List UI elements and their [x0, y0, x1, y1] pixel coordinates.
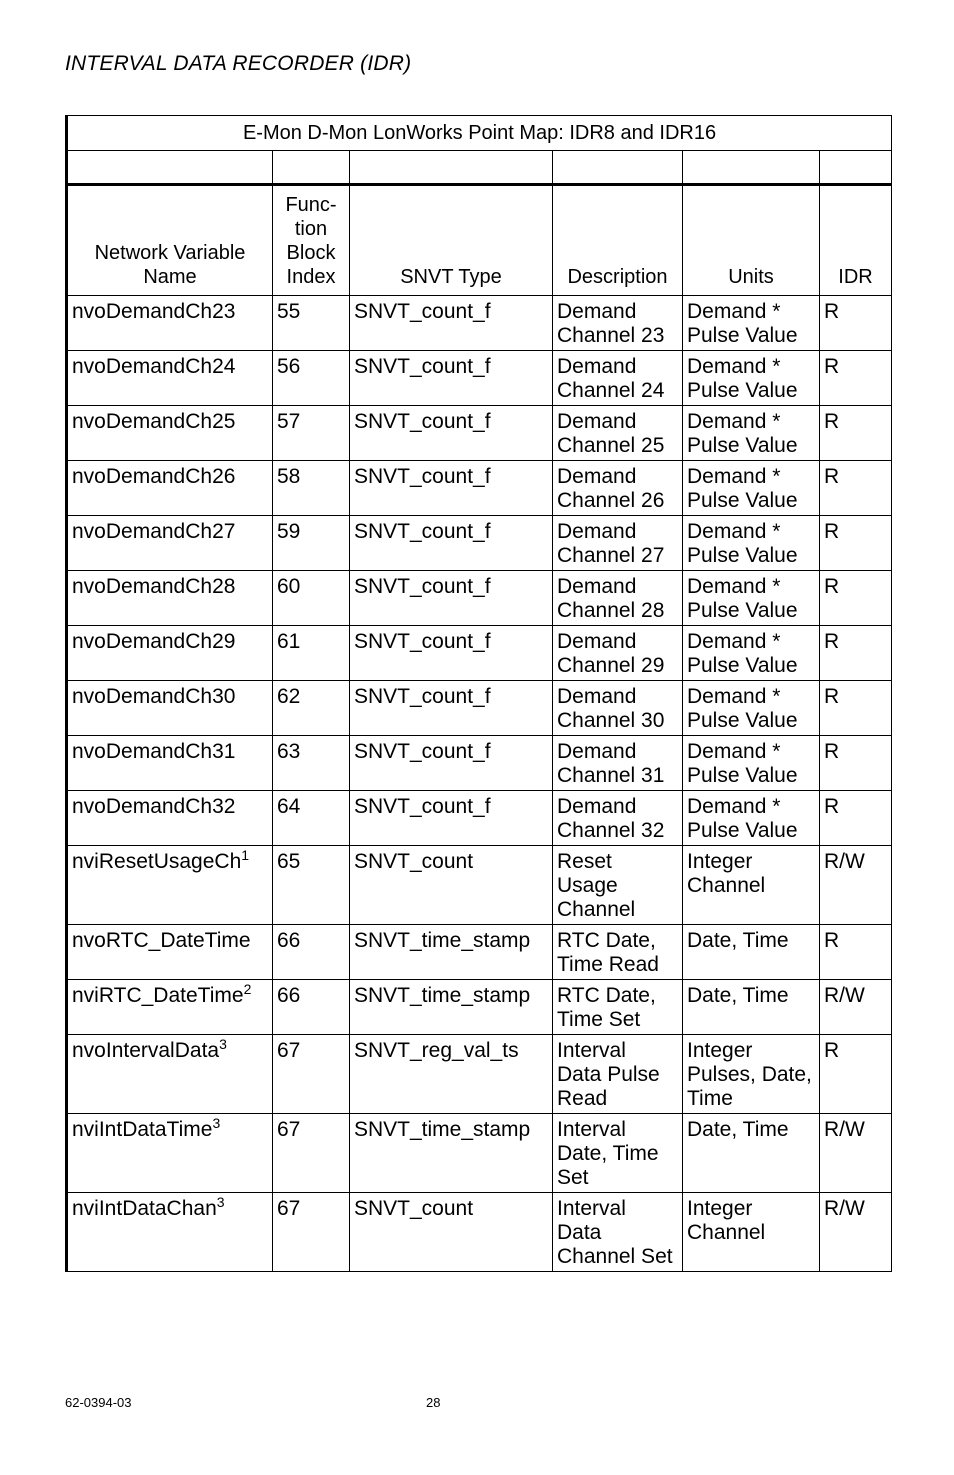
cell-snvt-type: SNVT_count_f — [350, 461, 553, 516]
cell-snvt-type: SNVT_count — [350, 846, 553, 925]
cell-idr: R — [820, 736, 892, 791]
description-line: Demand — [557, 300, 637, 323]
variable-name: nviIntDataTime — [72, 1118, 213, 1141]
header-function-block-index — [273, 185, 350, 296]
footnote-marker: 3 — [212, 1115, 221, 1131]
description-line: Channel 23 — [557, 324, 665, 347]
cell-snvt-type: SNVT_count_f — [350, 626, 553, 681]
cell-idr: R — [820, 516, 892, 571]
cell-function-block-index: 63 — [273, 736, 350, 791]
description-line: Channel 31 — [557, 764, 665, 787]
table-row — [67, 1114, 892, 1193]
description-line: Demand — [557, 410, 637, 433]
cell-idr: R — [820, 296, 892, 351]
units-line: Time — [687, 1087, 733, 1110]
header-row — [67, 185, 892, 296]
cell-snvt-type: SNVT_count_f — [350, 736, 553, 791]
units-line: Demand * — [687, 300, 781, 323]
table-row — [67, 681, 892, 736]
cell-idr: R — [820, 461, 892, 516]
cell-function-block-index: 61 — [273, 626, 350, 681]
cell-function-block-index: 62 — [273, 681, 350, 736]
units-line: Demand * — [687, 575, 781, 598]
header-units: Units — [683, 185, 820, 296]
cell-variable-name — [67, 296, 273, 351]
table-row — [67, 626, 892, 681]
description-line: Time Read — [557, 953, 659, 976]
table-row — [67, 1035, 892, 1114]
description-line: Channel — [557, 898, 636, 921]
units-line: Demand * — [687, 520, 781, 543]
cell-units — [683, 1114, 820, 1193]
description-line: RTC Date, — [557, 984, 656, 1007]
cell-variable-name — [67, 516, 273, 571]
description-line: Channel 32 — [557, 819, 665, 842]
variable-name: nvoDemandCh28 — [72, 575, 236, 598]
cell-description — [553, 516, 683, 571]
header-line: Network Variable — [94, 242, 246, 264]
variable-name: nvoRTC_DateTime — [72, 929, 251, 952]
units-line: Pulse Value — [687, 709, 798, 732]
cell-units — [683, 681, 820, 736]
description-line: Reset — [557, 850, 612, 873]
table-row — [67, 516, 892, 571]
variable-name: nvoDemandCh30 — [72, 685, 236, 708]
cell-function-block-index: 67 — [273, 1035, 350, 1114]
variable-name: nvoDemandCh23 — [72, 300, 236, 323]
units-line: Integer — [687, 1039, 753, 1062]
description-line: Usage — [557, 874, 618, 897]
cell-variable-name — [67, 736, 273, 791]
units-line: Demand * — [687, 740, 781, 763]
cell-units — [683, 736, 820, 791]
cell-idr: R — [820, 681, 892, 736]
footnote-marker: 3 — [219, 1036, 227, 1052]
cell-variable-name — [67, 791, 273, 846]
cell-snvt-type: SNVT_count_f — [350, 791, 553, 846]
units-line: Pulse Value — [687, 654, 798, 677]
cell-idr: R — [820, 626, 892, 681]
cell-function-block-index: 56 — [273, 351, 350, 406]
cell-idr: R — [820, 571, 892, 626]
cell-description — [553, 1114, 683, 1193]
table-row — [67, 846, 892, 925]
description-line: Interval — [557, 1197, 626, 1220]
table-row — [67, 791, 892, 846]
cell-units — [683, 406, 820, 461]
units-line: Pulse Value — [687, 819, 798, 842]
cell-snvt-type: SNVT_count — [350, 1193, 553, 1272]
running-head: INTERVAL DATA RECORDER (IDR) — [65, 52, 412, 75]
cell-function-block-index: 65 — [273, 846, 350, 925]
cell-snvt-type: SNVT_count_f — [350, 571, 553, 626]
cell-snvt-type: SNVT_count_f — [350, 296, 553, 351]
description-line: Channel 26 — [557, 489, 665, 512]
units-line: Date, Time — [687, 929, 789, 952]
cell-description — [553, 626, 683, 681]
cell-variable-name — [67, 846, 273, 925]
cell-snvt-type: SNVT_count_f — [350, 406, 553, 461]
description-line: Channel 28 — [557, 599, 665, 622]
table-row — [67, 406, 892, 461]
cell-description — [553, 791, 683, 846]
units-line: Demand * — [687, 355, 781, 378]
cell-function-block-index: 66 — [273, 925, 350, 980]
point-map-table — [65, 115, 892, 1272]
variable-name: nvoDemandCh24 — [72, 355, 236, 378]
cell-units — [683, 516, 820, 571]
cell-description — [553, 681, 683, 736]
description-line: Demand — [557, 795, 637, 818]
cell-function-block-index: 67 — [273, 1193, 350, 1272]
table-row — [67, 736, 892, 791]
description-line: Demand — [557, 630, 637, 653]
cell-units — [683, 791, 820, 846]
cell-units — [683, 296, 820, 351]
cell-idr: R/W — [820, 1193, 892, 1272]
units-line: Pulse Value — [687, 379, 798, 402]
cell-description — [553, 736, 683, 791]
cell-variable-name — [67, 406, 273, 461]
cell-idr: R/W — [820, 980, 892, 1035]
cell-function-block-index: 67 — [273, 1114, 350, 1193]
footer-doc-number: 62-0394-03 — [65, 1395, 132, 1410]
description-line: Time Set — [557, 1008, 641, 1031]
description-line: Demand — [557, 685, 637, 708]
cell-units — [683, 925, 820, 980]
description-line: Data — [557, 1221, 602, 1244]
cell-function-block-index: 66 — [273, 980, 350, 1035]
cell-idr: R — [820, 925, 892, 980]
variable-name: nvoDemandCh31 — [72, 740, 236, 763]
units-line: Channel — [687, 1221, 766, 1244]
header-snvt-type: SNVT Type — [350, 185, 553, 296]
header-line: Index — [286, 266, 336, 288]
point-map-body — [67, 116, 892, 1272]
cell-variable-name — [67, 351, 273, 406]
description-line: Channel 30 — [557, 709, 665, 732]
variable-name: nvoDemandCh26 — [72, 465, 236, 488]
cell-description — [553, 351, 683, 406]
cell-function-block-index: 60 — [273, 571, 350, 626]
table-row — [67, 571, 892, 626]
footnote-marker: 2 — [243, 981, 252, 997]
header-idr: IDR — [820, 185, 892, 296]
table-row — [67, 296, 892, 351]
units-line: Pulse Value — [687, 324, 798, 347]
description-line: Demand — [557, 575, 637, 598]
cell-snvt-type: SNVT_time_stamp — [350, 980, 553, 1035]
description-line: Read — [557, 1087, 608, 1110]
cell-snvt-type: SNVT_count_f — [350, 516, 553, 571]
table-title-row — [67, 116, 892, 151]
header-line: tion — [294, 218, 328, 240]
cell-units — [683, 571, 820, 626]
cell-function-block-index: 64 — [273, 791, 350, 846]
cell-idr: R — [820, 351, 892, 406]
cell-units — [683, 846, 820, 925]
cell-description — [553, 1035, 683, 1114]
units-line: Pulses, Date, — [687, 1063, 812, 1086]
cell-idr: R — [820, 791, 892, 846]
variable-name: nvoDemandCh32 — [72, 795, 236, 818]
variable-name: nvoIntervalData — [72, 1039, 220, 1062]
description-line: Channel Set — [557, 1245, 673, 1268]
cell-idr: R/W — [820, 1114, 892, 1193]
cell-function-block-index: 57 — [273, 406, 350, 461]
cell-variable-name — [67, 626, 273, 681]
description-line: Set — [557, 1166, 589, 1189]
cell-description — [553, 980, 683, 1035]
footnote-marker: 3 — [216, 1194, 225, 1210]
units-line: Pulse Value — [687, 489, 798, 512]
variable-name: nviIntDataChan — [72, 1197, 217, 1220]
cell-description — [553, 406, 683, 461]
cell-idr: R/W — [820, 846, 892, 925]
cell-variable-name — [67, 1193, 273, 1272]
description-line: Interval — [557, 1039, 626, 1062]
cell-units — [683, 626, 820, 681]
cell-snvt-type: SNVT_time_stamp — [350, 925, 553, 980]
blank-cell — [820, 151, 892, 185]
description-line: Demand — [557, 355, 637, 378]
units-line: Integer — [687, 1197, 753, 1220]
units-line: Pulse Value — [687, 764, 798, 787]
cell-description — [553, 296, 683, 351]
units-line: Demand * — [687, 465, 781, 488]
blank-cell — [553, 151, 683, 185]
variable-name: nvoDemandCh25 — [72, 410, 236, 433]
cell-function-block-index: 58 — [273, 461, 350, 516]
units-line: Channel — [687, 874, 766, 897]
cell-description — [553, 846, 683, 925]
description-line: Data Pulse — [557, 1063, 660, 1086]
units-line: Demand * — [687, 795, 781, 818]
cell-variable-name — [67, 925, 273, 980]
header-network-variable — [67, 185, 273, 296]
blank-cell — [273, 151, 350, 185]
header-line: Block — [286, 242, 336, 264]
cell-variable-name — [67, 980, 273, 1035]
table-row — [67, 351, 892, 406]
cell-description — [553, 461, 683, 516]
header-line: Func- — [285, 194, 337, 216]
cell-units — [683, 1035, 820, 1114]
description-line: Channel 25 — [557, 434, 665, 457]
cell-units — [683, 980, 820, 1035]
cell-units — [683, 1193, 820, 1272]
blank-row — [67, 151, 892, 185]
cell-idr: R — [820, 406, 892, 461]
description-line: Demand — [557, 740, 637, 763]
units-line: Integer — [687, 850, 753, 873]
cell-units — [683, 351, 820, 406]
variable-name: nvoDemandCh29 — [72, 630, 236, 653]
units-line: Demand * — [687, 630, 781, 653]
description-line: Date, Time — [557, 1142, 659, 1165]
variable-name: nviRTC_DateTime — [72, 984, 244, 1007]
units-line: Date, Time — [687, 984, 789, 1007]
description-line: RTC Date, — [557, 929, 656, 952]
cell-description — [553, 1193, 683, 1272]
table-row — [67, 980, 892, 1035]
variable-name: nvoDemandCh27 — [72, 520, 236, 543]
cell-snvt-type: SNVT_count_f — [350, 351, 553, 406]
table-row — [67, 461, 892, 516]
description-line: Interval — [557, 1118, 626, 1141]
table-row — [67, 925, 892, 980]
description-line: Demand — [557, 520, 637, 543]
cell-description — [553, 925, 683, 980]
description-line: Channel 24 — [557, 379, 665, 402]
cell-snvt-type: SNVT_time_stamp — [350, 1114, 553, 1193]
cell-snvt-type: SNVT_count_f — [350, 681, 553, 736]
cell-variable-name — [67, 461, 273, 516]
cell-variable-name — [67, 681, 273, 736]
cell-variable-name — [67, 1114, 273, 1193]
description-line: Channel 29 — [557, 654, 665, 677]
table-title: E-Mon D-Mon LonWorks Point Map: IDR8 and IDR16 — [67, 116, 892, 151]
units-line: Demand * — [687, 685, 781, 708]
blank-cell — [67, 151, 273, 185]
cell-variable-name — [67, 571, 273, 626]
blank-cell — [350, 151, 553, 185]
blank-cell — [683, 151, 820, 185]
description-line: Demand — [557, 465, 637, 488]
header-line: Name — [143, 266, 197, 288]
units-line: Demand * — [687, 410, 781, 433]
footnote-marker: 1 — [241, 847, 250, 863]
cell-units — [683, 461, 820, 516]
units-line: Pulse Value — [687, 434, 798, 457]
footer-page-number: 28 — [426, 1395, 441, 1410]
table-row — [67, 1193, 892, 1272]
cell-idr: R — [820, 1035, 892, 1114]
cell-snvt-type: SNVT_reg_val_ts — [350, 1035, 553, 1114]
description-line: Channel 27 — [557, 544, 665, 567]
cell-function-block-index: 55 — [273, 296, 350, 351]
units-line: Pulse Value — [687, 544, 798, 567]
cell-variable-name — [67, 1035, 273, 1114]
header-description: Description — [553, 185, 683, 296]
variable-name: nviResetUsageCh — [72, 850, 242, 873]
cell-description — [553, 571, 683, 626]
cell-function-block-index: 59 — [273, 516, 350, 571]
units-line: Pulse Value — [687, 599, 798, 622]
units-line: Date, Time — [687, 1118, 789, 1141]
